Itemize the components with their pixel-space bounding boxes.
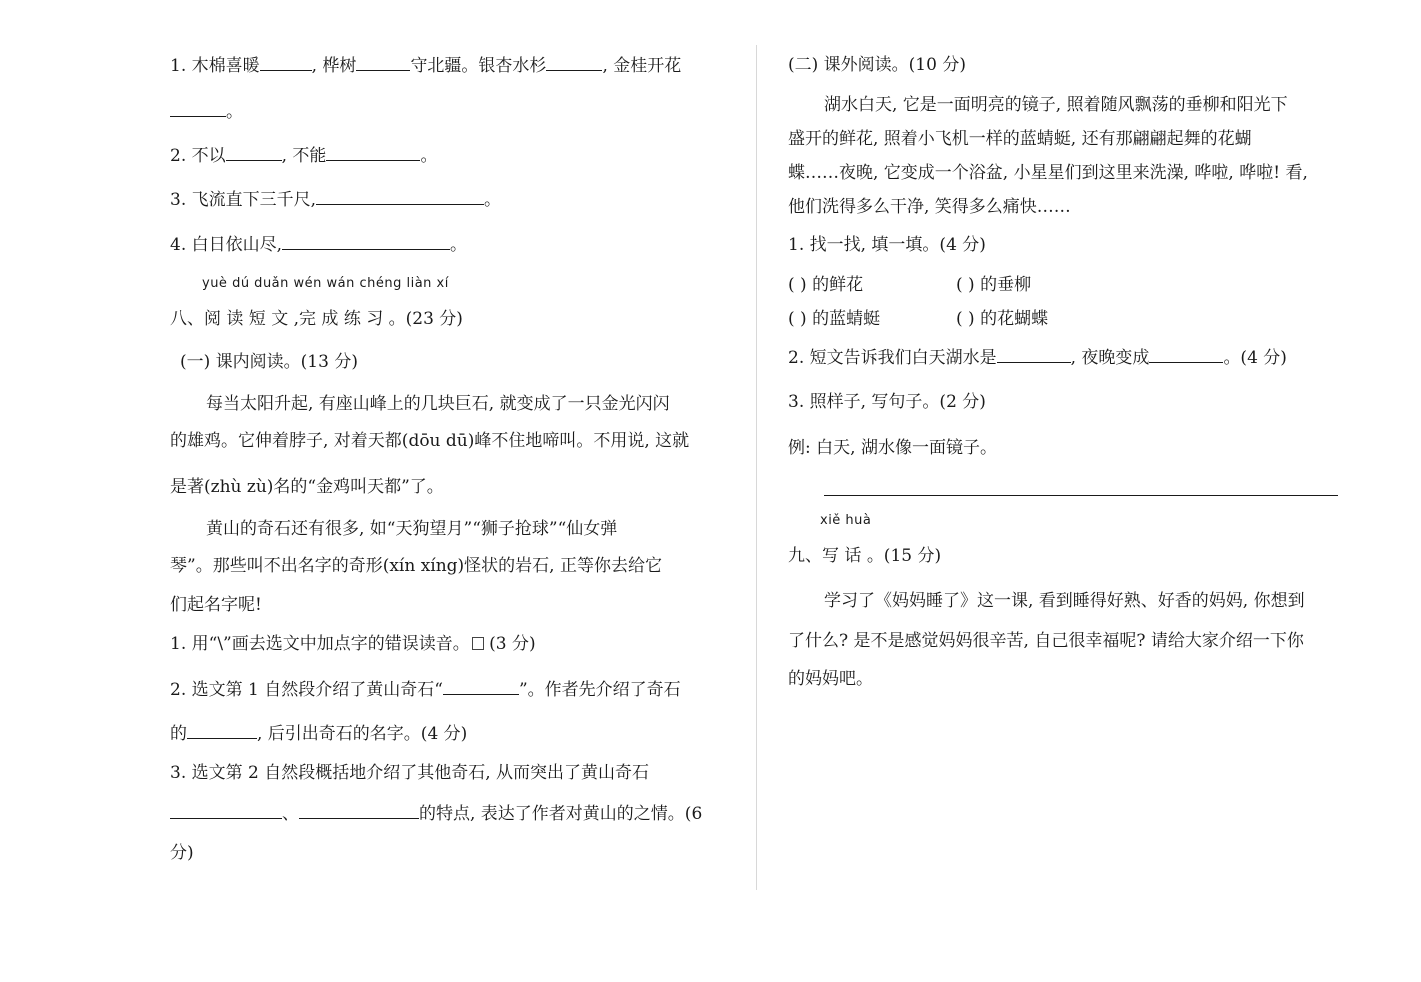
question-3: 3. 飞流直下三千尺, 。	[170, 190, 502, 210]
answer-blank[interactable]	[356, 54, 410, 71]
answer-blank[interactable]	[316, 188, 484, 205]
answer-blank[interactable]	[997, 346, 1071, 363]
column-divider	[756, 45, 757, 890]
answer-blank[interactable]	[546, 54, 602, 71]
left-question-2-cont: 的 , 后引出奇石的名字。(4 分)	[170, 724, 468, 744]
answer-blank[interactable]	[170, 802, 282, 819]
writing-prompt-line: 学习了《妈妈睡了》这一课, 看到睡得好熟、好香的妈妈, 你想到	[824, 591, 1305, 611]
fill-item[interactable]: ( ) 的蓝蜻蜓	[788, 309, 881, 329]
section-8-title: 八、阅 读 短 文 ,完 成 练 习 。(23 分)	[170, 309, 463, 329]
fill-in-row	[788, 274, 863, 296]
left-question-3-cont: 分)	[170, 843, 194, 863]
passage-3-line: 湖水白天, 它是一面明亮的镜子, 照着随风飘荡的垂柳和阳光下	[824, 95, 1288, 115]
fill-in-row	[788, 308, 880, 330]
answer-blank[interactable]	[170, 100, 226, 117]
passage-1-line: 每当太阳升起, 有座山峰上的几块巨石, 就变成了一只金光闪闪	[206, 394, 670, 414]
passage-3-line: 盛开的鲜花, 照着小飞机一样的蓝蜻蜓, 还有那翩翩起舞的花蝴	[788, 129, 1252, 149]
passage-2-line: 黄山的奇石还有很多, 如“天狗望月”“狮子抢球”“仙女弹	[206, 519, 618, 539]
part-2-title: (二) 课外阅读。(10 分)	[788, 55, 966, 75]
left-question-1: 1. 用“\”画去选文中加点字的错误读音。 (3 分)	[170, 634, 536, 654]
section-8-pinyin: yuè dú duǎn wén wán chéng liàn xí	[202, 276, 449, 291]
section-9-title: 九、写 话 。(15 分)	[788, 546, 942, 566]
writing-prompt-line: 的妈妈吧。	[788, 669, 873, 689]
right-question-1: 1. 找一找, 填一填。(4 分)	[788, 235, 986, 255]
answer-blank[interactable]	[326, 144, 420, 161]
fill-in-row	[956, 274, 1031, 296]
left-question-3: 3. 选文第 2 自然段概括地介绍了其他奇石, 从而突出了黄山奇石	[170, 763, 650, 783]
answer-blank[interactable]	[187, 722, 257, 739]
section-9-pinyin: xiě huà	[820, 513, 872, 528]
passage-1-line: 是著(zhù zù)名的“金鸡叫天都”了。	[170, 477, 444, 497]
fill-item[interactable]: ( ) 的垂柳	[956, 275, 1032, 295]
left-question-3-cont: 、 的特点, 表达了作者对黄山的之情。(6	[170, 802, 702, 825]
part-1-title: (一) 课内阅读。(13 分)	[180, 352, 358, 372]
fill-in-row	[956, 308, 1048, 330]
answer-blank[interactable]	[226, 144, 282, 161]
passage-3-line: 他们洗得多么干净, 笑得多么痛快……	[788, 197, 1071, 217]
answer-blank[interactable]	[299, 802, 419, 819]
right-question-2: 2. 短文告诉我们白天湖水是 , 夜晚变成 。(4 分)	[788, 348, 1287, 368]
question-2: 2. 不以 , 不能 。	[170, 146, 438, 166]
question-1: 1. 木棉喜暖 , 桦树 守北疆。银杏水杉 , 金桂开花	[170, 56, 682, 76]
fill-item[interactable]: ( ) 的花蝴蝶	[956, 309, 1049, 329]
example-sentence: 例: 白天, 湖水像一面镜子。	[788, 438, 997, 458]
passage-2-line: 们起名字呢!	[170, 595, 262, 615]
answer-blank[interactable]	[1149, 346, 1223, 363]
passage-3-line: 蝶……夜晚, 它变成一个浴盆, 小星星们到这里来洗澡, 哗啦, 哗啦! 看,	[788, 163, 1308, 183]
writing-line[interactable]	[824, 495, 1338, 496]
answer-blank[interactable]	[282, 233, 450, 250]
passage-1-line: 的雄鸡。它伸着脖子, 对着天都(dōu dū)峰不住地啼叫。不用说, 这就	[170, 431, 690, 451]
checkbox-icon	[472, 637, 484, 650]
right-question-3: 3. 照样子, 写句子。(2 分)	[788, 392, 986, 412]
left-question-2: 2. 选文第 1 自然段介绍了黄山奇石“ ”。作者先介绍了奇石	[170, 680, 681, 700]
question-1-cont: 。	[170, 100, 243, 123]
writing-prompt-line: 了什么? 是不是感觉妈妈很辛苦, 自己很幸福呢? 请给大家介绍一下你	[788, 631, 1304, 651]
fill-item[interactable]: ( ) 的鲜花	[788, 275, 864, 295]
question-4: 4. 白日依山尽, 。	[170, 235, 468, 255]
answer-blank[interactable]	[443, 678, 519, 695]
passage-2-line: 琴”。那些叫不出名字的奇形(xín xíng)怪状的岩石, 正等你去给它	[170, 556, 662, 576]
answer-blank[interactable]	[260, 54, 312, 71]
